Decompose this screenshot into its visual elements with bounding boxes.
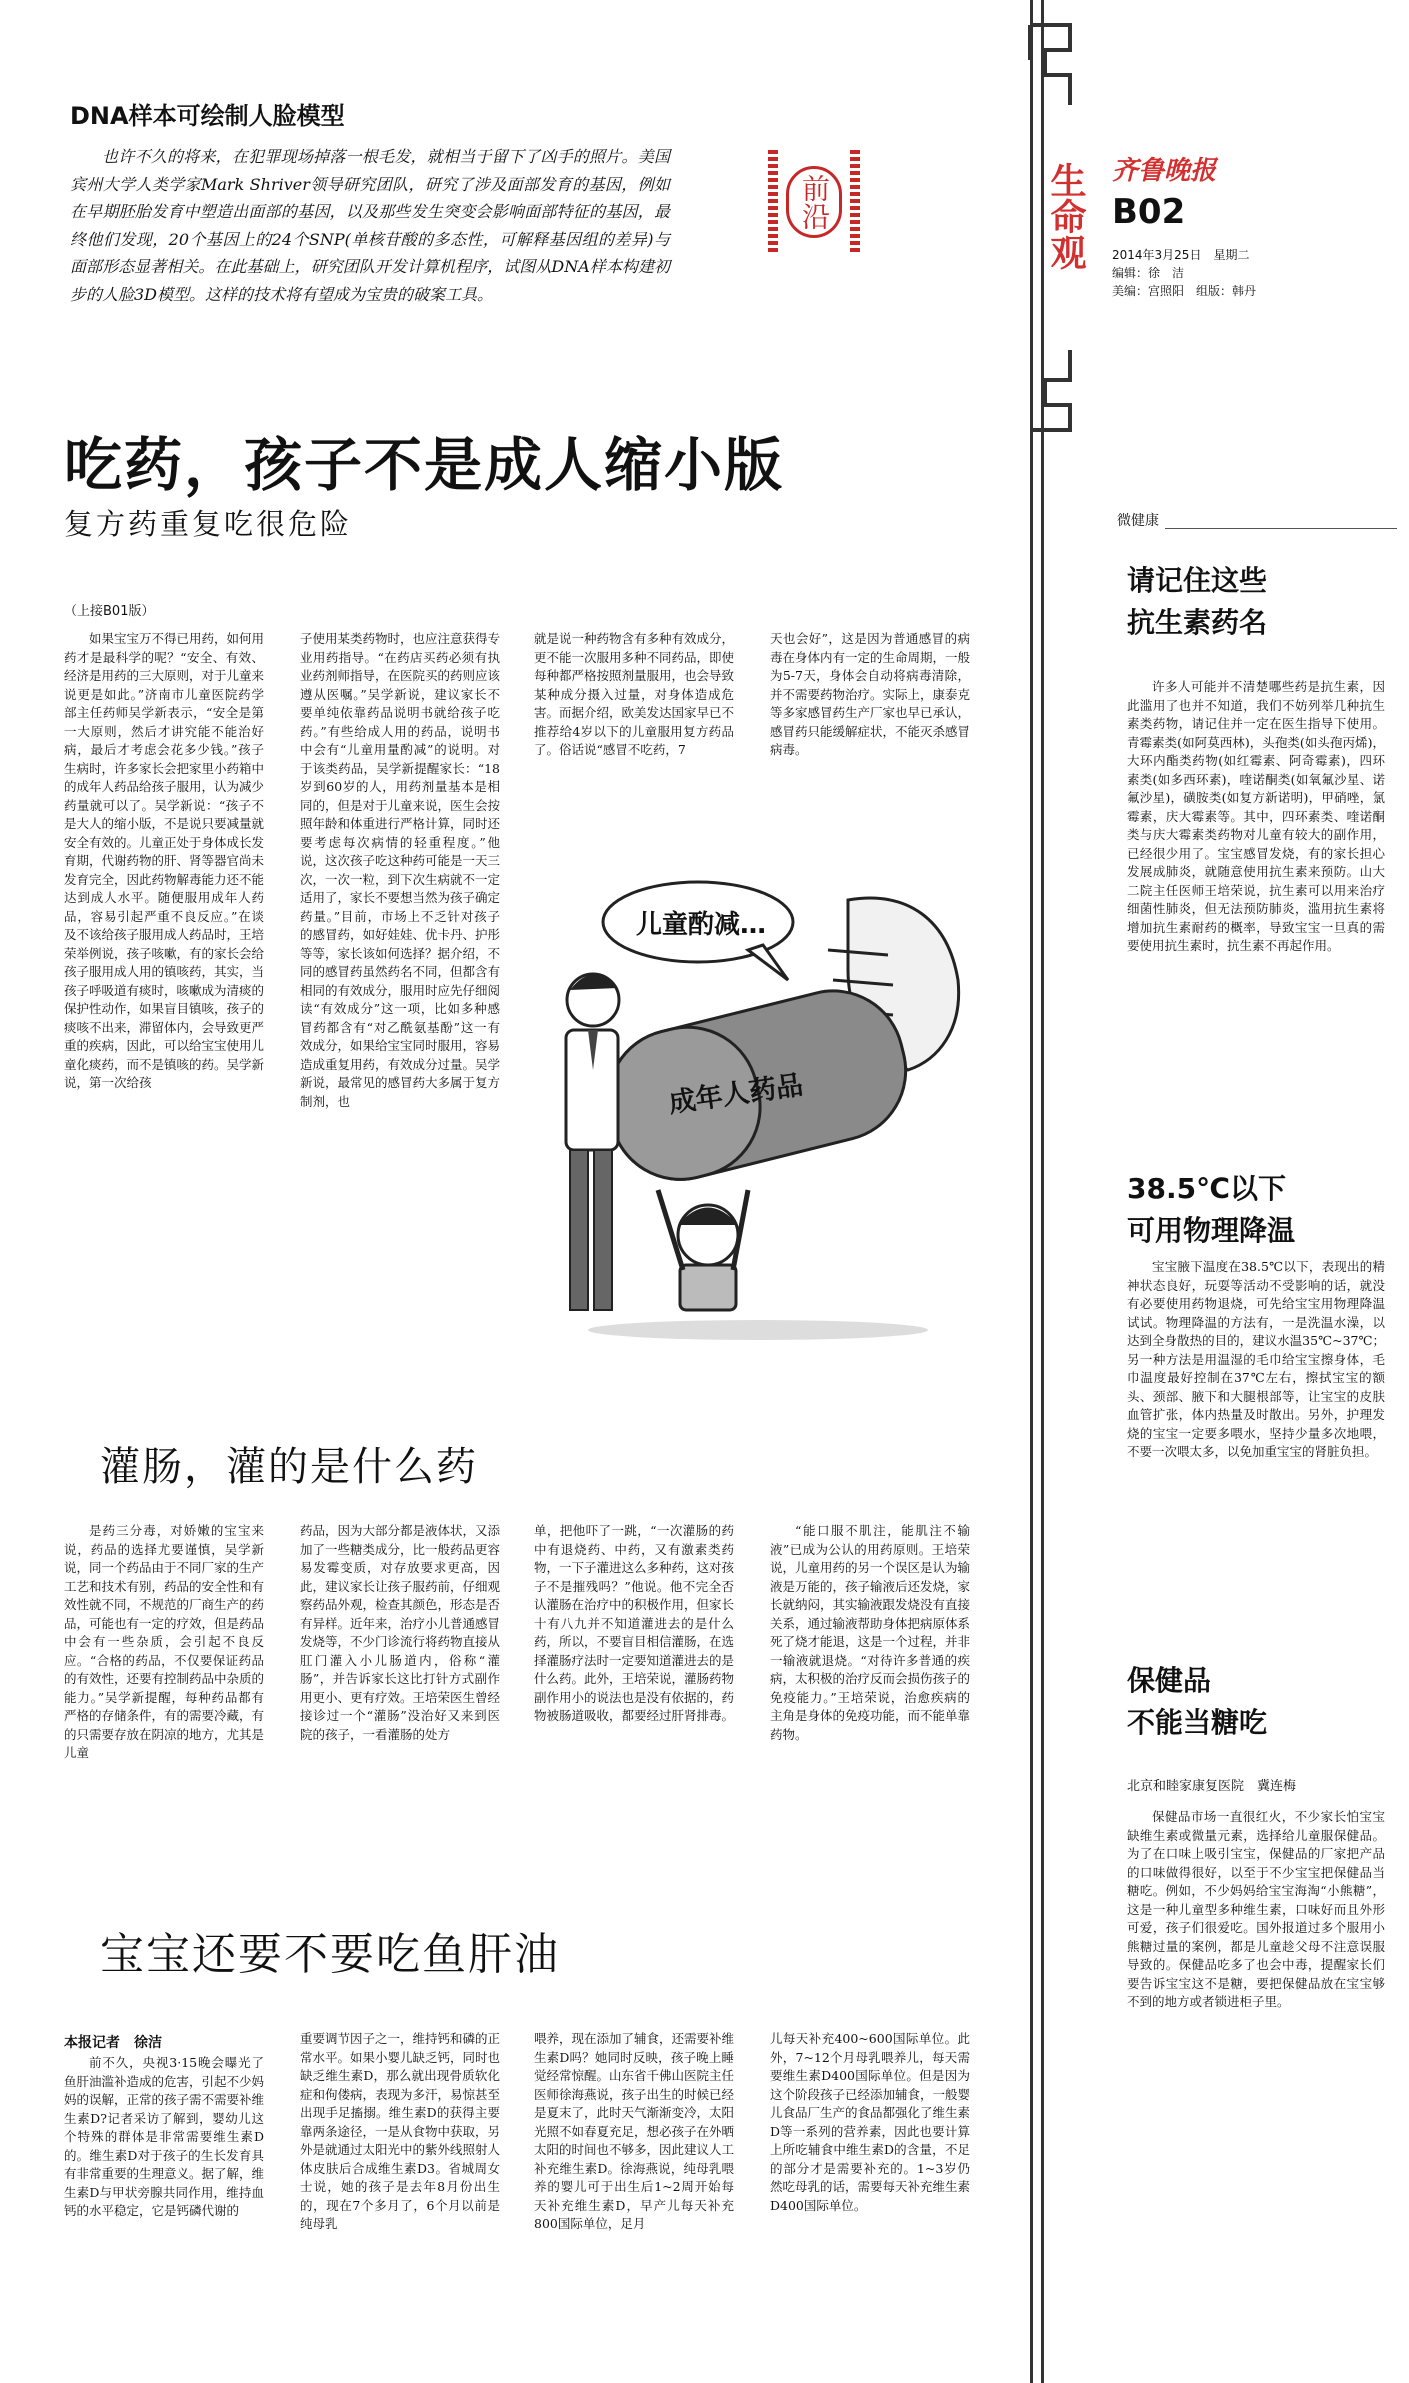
enema-column-3: 单，把他吓了一跳，“一次灌肠的药中有退烧药、中药，又有激素类药物，一下子灌进这么多种药，这对孩子不是摧残吗？”他说。他不完全否认灌肠在治疗中的积极作用，但家长十有八九并不知道灌进去的是什么药，所以，不要盲目相信灌肠，在选择灌肠疗法时一定要知道灌进去的是什么药。此外，王培荣说，灌肠药物副作用小的说法也是没有依据的，药物被肠道吸收，都要经过肝肾排毒。	[534, 1523, 734, 1723]
enema-column-1: 是药三分毒，对娇嫩的宝宝来说，药品的选择尤要谨慎，吴学新说，同一个药品由于不同厂家的生产工艺和技术有别，药品的安全性和有效性就不同，不规范的厂商生产的药品，可能也有一定的疗效，但是药品中会有一些杂质，会引起不良反应。“合格的药品，不仅要保证药品的有效性，还要有控制药品中杂质的能力。”吴学新提醒，每种药品都有严格的存储条件，有的需要冷藏，有的只需要存放在阴凉的地方，尤其是儿童	[64, 1523, 264, 1760]
sidebar-column-tag	[1117, 510, 1397, 529]
fishoil-column-4: 儿每天补充400~600国际单位。此外，7~12个月母乳喂养儿，每天需要维生素D400国际单位。但是因为这个阶段孩子已经添加辅食，一般婴儿食品厂生产的食品都强化了维生素D等一系列的营养素，因此也要计算上所吃辅食中维生素D的含量，不足的部分才是需要补充的。1~3岁仍然吃母乳的话，需要每天补充维生素D400国际单位。	[770, 2031, 970, 2213]
section-name: 生命观	[1045, 162, 1086, 270]
frontier-label: 前沿	[786, 166, 842, 238]
fishoil-headline: 宝宝还要不要吃鱼肝油	[100, 1929, 560, 1980]
enema-headline: 灌肠，灌的是什么药	[100, 1444, 478, 1490]
sidebar-article-3-body: 保健品市场一直很红火，不少家长怕宝宝缺维生素或微量元素，选择给儿童服保健品。为了在口味上吸引宝宝，保健品的厂家把产品的口味做得很好，以至于不少宝宝把保健品当糖吃。例如，不少妈妈给宝宝海淘“小熊糖”，这是一种儿童型多种维生素，口味好而且外形可爱，孩子们很爱吃。国外报道过多个服用小熊糖过量的案例，都是儿童趁父母不注意误服导致的。保健品吃多了也会中毒，提醒家长们要告诉宝宝这不是糖，要把保健品放在宝宝够不到的地方或者锁进柜子里。	[1127, 1809, 1385, 2009]
fishoil-column-3: 喂养，现在添加了辅食，还需要补维生素D吗？她同时反映，孩子晚上睡觉经常惊醒。山东省千佛山医院主任医师徐海燕说，孩子出生的时候已经是夏末了，此时天气渐渐变冷，太阳光照不如春夏充足，想必孩子在外晒太阳的时间也不够多，因此建议人工补充维生素D。徐海燕说，纯母乳喂养的婴儿可于出生后1~2周开始每天补充维生素D，早产儿每天补充800国际单位，足月	[534, 2031, 734, 2231]
enema-column-4: “能口服不肌注，能肌注不输液”已成为公认的用药原则。王培荣说，儿童用药的另一个误区是认为输液是万能的，孩子输液后还发烧，家长就纳闷，其实输液跟发烧没有直接关系，通过输液帮助身体把病原体系死了烧才能退，这是一个过程，并非一输液就退烧。“对待许多普通的疾病，太积极的治疗反而会损伤孩子的免疫能力。”王培荣说，治愈疾病的主角是身体的免疫功能，而不能单靠药物。	[770, 1523, 970, 1742]
sidebar-article-2-title-line-2: 可用物理降温	[1127, 1214, 1296, 1247]
sidebar-article-2-body: 宝宝腋下温度在38.5℃以下，表现出的精神状态良好，玩耍等活动不受影响的话，就没有必要使用药物退烧，可先给宝宝用物理降温试试。物理降温的方法有，一是洗温水澡，以达到全身散热的目的，建议水温35℃~37℃；另一种方法是用温湿的毛巾给宝宝擦身体，毛巾温度最好控制在37℃左右，擦拭宝宝的额头、颈部、腋下和大腿根部等，让宝宝的皮肤血管扩张，体内热量及时散出。另外，护理发烧的宝宝一定要多喂水，坚持少量多次地喂，不要一次喂太多，以免加重宝宝的肾脏负担。	[1127, 1259, 1385, 1459]
issue-date: 2014年3月25日 星期二	[1112, 248, 1250, 262]
designer-credit: 美编：宫照阳 组版：韩丹	[1112, 284, 1257, 298]
illustration-caption: 儿童酌减…	[636, 910, 767, 940]
sidebar-column-tag-text: 微健康	[1117, 513, 1165, 529]
ornament-bottom	[1020, 345, 1080, 435]
sidebar-article-2-title-line-1: 38.5℃以下	[1127, 1172, 1286, 1205]
enema-column-2: 药品，因为大部分都是液体状，又添加了一些糖类成分，比一般药品更容易发霉变质，对存放要求更高，因此，建议家长让孩子服药前，仔细观察药品外观，检查其颜色，形态是否有异样。近年来，治疗小儿普通感冒发烧等，不少门诊流行将药物直接从肛门灌入小儿肠道内，俗称“灌肠”，并告诉家长这比打针方式副作用更小、更有疗效。王培荣医生曾经接诊过一个“灌肠”没治好又来到医院的孩子，一看灌肠的处方	[300, 1523, 500, 1742]
continued-note: （上接B01版）	[64, 604, 155, 619]
sidebar-article-3-title-line-2: 不能当糖吃	[1127, 1706, 1268, 1739]
fishoil-byline: 本报记者 徐洁	[64, 2035, 162, 2051]
main-column-1: 如果宝宝万不得已用药，如何用药才是最科学的呢？“安全、有效、经济是用药的三大原则，对于儿童来说更是如此。”济南市儿童医院药学部主任药师吴学新表示，“安全是第一大原则，然后才讲究能不能治好病，最后才考虑会花多少钱。”孩子生病时，许多家长会把家里小药箱中的成年人药品给孩子服用，认为减少药量就可以了。吴学新说：“孩子不是大人的缩小版，不是说只要减量就安全有效的。儿童正处于身体成长发育期，代谢药物的肝、肾等器官尚未发育完全，因此药物解毒能力还不能达到成人水平。随便服用成年人药品，容易引起严重不良反应。”在谈及不该给孩子服用成人药品时，王培荣举例说，孩子咳嗽，有的家长会给孩子服用成人用的镇咳药，其实，当孩子呼吸道有痰时，咳嗽成为清痰的保护性动作，如果盲目镇咳，孩子的痰咳不出来，滞留体内，会导致更严重的疾病，因此，可以给宝宝使用儿童化痰药，而不是镇咳的药。吴学新说，第一次给孩	[64, 631, 264, 1090]
main-headline: 吃药，孩子不是成人缩小版	[64, 431, 785, 499]
sidebar-article-3-title-line-1: 保健品	[1127, 1664, 1212, 1697]
page-number: B02	[1112, 192, 1186, 232]
illustration	[548, 860, 968, 1350]
editor-credit: 编辑：徐 洁	[1112, 266, 1185, 280]
sidebar-article-3-byline: 北京和睦家康复医院 冀连梅	[1127, 1779, 1297, 1794]
main-column-3: 就是说一种药物含有多种有效成分，更不能一次服用多种不同药品，即使每种都严格按照剂量服用，也会导致某种成分摄入过量，对身体造成危害。而据介绍，欧美发达国家早已不推荐给4岁以下的儿童服用复方药品了。俗话说“感冒不吃药，7	[534, 631, 734, 757]
sidebar-article-1-body: 许多人可能并不清楚哪些药是抗生素，因此滥用了也并不知道，我们不妨列举几种抗生素类药物，请记住并一定在医生指导下使用。青霉素类(如阿莫西林)，头孢类(如头孢丙烯)，大环内酯类药物(如红霉素、阿奇霉素)，四环素类(如多西环素)，喹诺酮类(如氧氟沙星、诺氟沙星)，磺胺类(如复方新诺明)，甲硝唑，氯霉素，庆大霉素等。其中，四环素类、喹诺酮类与庆大霉素类药物对儿童有较大的副作用，已经很少用了。宝宝感冒发烧，有的家长担心发展成肺炎，就随意使用抗生素来预防。山大二院主任医师王培荣说，抗生素可以用来治疗细菌性肺炎，但无法预防肺炎，滥用抗生素将增加抗生素耐药的概率，导致宝宝一旦真的需要使用抗生素时，抗生素不再起作用。	[1127, 679, 1385, 953]
main-column-2: 子使用某类药物时，也应注意获得专业用药指导。“在药店买药必须有执业药剂师指导，在医院买的药则应该遵从医嘱。”吴学新说，建议家长不要单纯依靠药品说明书就给孩子吃药。”有些给成人用的药品，说明书中会有“儿童用量酌减”的说明。对于该类药品，吴学新提醒家长：“18岁到60岁的人，用药剂量基本是相同的，但是对于儿童来说，医生会按照年龄和体重进行严格计算，同时还要考虑每次病情的轻重程度。”他说，这次孩子吃这种药可能是一天三次，一次一粒，到下次生病就不一定适用了，家长不要想当然为孩子确定药量。”目前，市场上不乏针对孩子的感冒药，如好娃娃、优卡丹、护彤等等，家长该如何选择？据介绍，不同的感冒药虽然药名不同，但都含有相同的有效成分，服用时应先仔细阅读“有效成分”这一项，比如多种感冒药都含有“对乙酰氨基酚”这一有效成分，如果给宝宝同时服用，容易造成重复用药，有效成分过量。吴学新说，最常见的感冒药大多属于复方制剂，也	[300, 631, 500, 1109]
illustration-bottle-label: 成年人药品	[666, 1069, 805, 1120]
frontier-label-box	[768, 150, 860, 255]
sidebar-article-1-title-line-1: 请记住这些	[1127, 564, 1268, 597]
sidebar-article-2-title	[1127, 1168, 1295, 1252]
fishoil-column-2: 重要调节因子之一，维持钙和磷的正常水平。如果小婴儿缺乏钙，同时也缺乏维生素D，那么就出现骨质软化症和佝偻病，表现为多汗，易惊甚至出现手足搐搦。维生素D的获得主要靠两条途径，一是从食物中获取，另外是就通过太阳光中的紫外线照射人体皮肤后合成维生素D3。省城周女士说，她的孩子是去年8月份出生的，现在7个多月了，6个月以前是纯母乳	[300, 2031, 500, 2231]
frontier-body: 也许不久的将来，在犯罪现场掉落一根毛发，就相当于留下了凶手的照片。美国宾州大学人类学家Mark Shriver领导研究团队，研究了涉及面部发育的基因，例如在早期胚胎发育中塑造出面部的基因，以及那些发生突变会影响面部特征的基因，最终他们发现，20个基因上的24个SNP(单核苷酸的多态性，可解释基因组的差异)与面部形态显著相关。在此基础上，研究团队开发计算机程序，试图从DNA样本构建初步的人脸3D模型。这样的技术将有望成为宝贵的破案工具。	[70, 147, 670, 304]
fishoil-column-1: 前不久，央视3·15晚会曝光了鱼肝油滥补造成的危害，引起不少妈妈的误解，正常的孩子需不需要补维生素D?记者采访了解到，婴幼儿这个特殊的群体是非常需要维生素D的。维生素D对于孩子的生长发育具有非常重要的生理意义。据了解，维生素D与甲状旁腺共同作用，维持血钙的水平稳定，它是钙磷代谢的	[64, 2055, 264, 2218]
ornament-top	[1020, 20, 1080, 110]
main-subheadline: 复方药重复吃很危险	[64, 507, 353, 541]
sidebar-article-1-title	[1127, 560, 1267, 644]
sidebar-article-3-title	[1127, 1660, 1267, 1744]
paper-name: 齐鲁晚报	[1112, 156, 1217, 186]
sidebar-article-1-title-line-2: 抗生素药名	[1127, 606, 1268, 639]
frontier-title: DNA样本可绘制人脸模型	[70, 102, 345, 130]
main-column-4: 天也会好”，这是因为普通感冒的病毒在身体内有一定的生命周期，一般为5-7天，身体会自动将病毒清除，并不需要药物治疗。实际上，康泰克等多家感冒药生产厂家也早已承认，感冒药只能缓解症状，不能灭杀感冒病毒。	[770, 631, 970, 757]
